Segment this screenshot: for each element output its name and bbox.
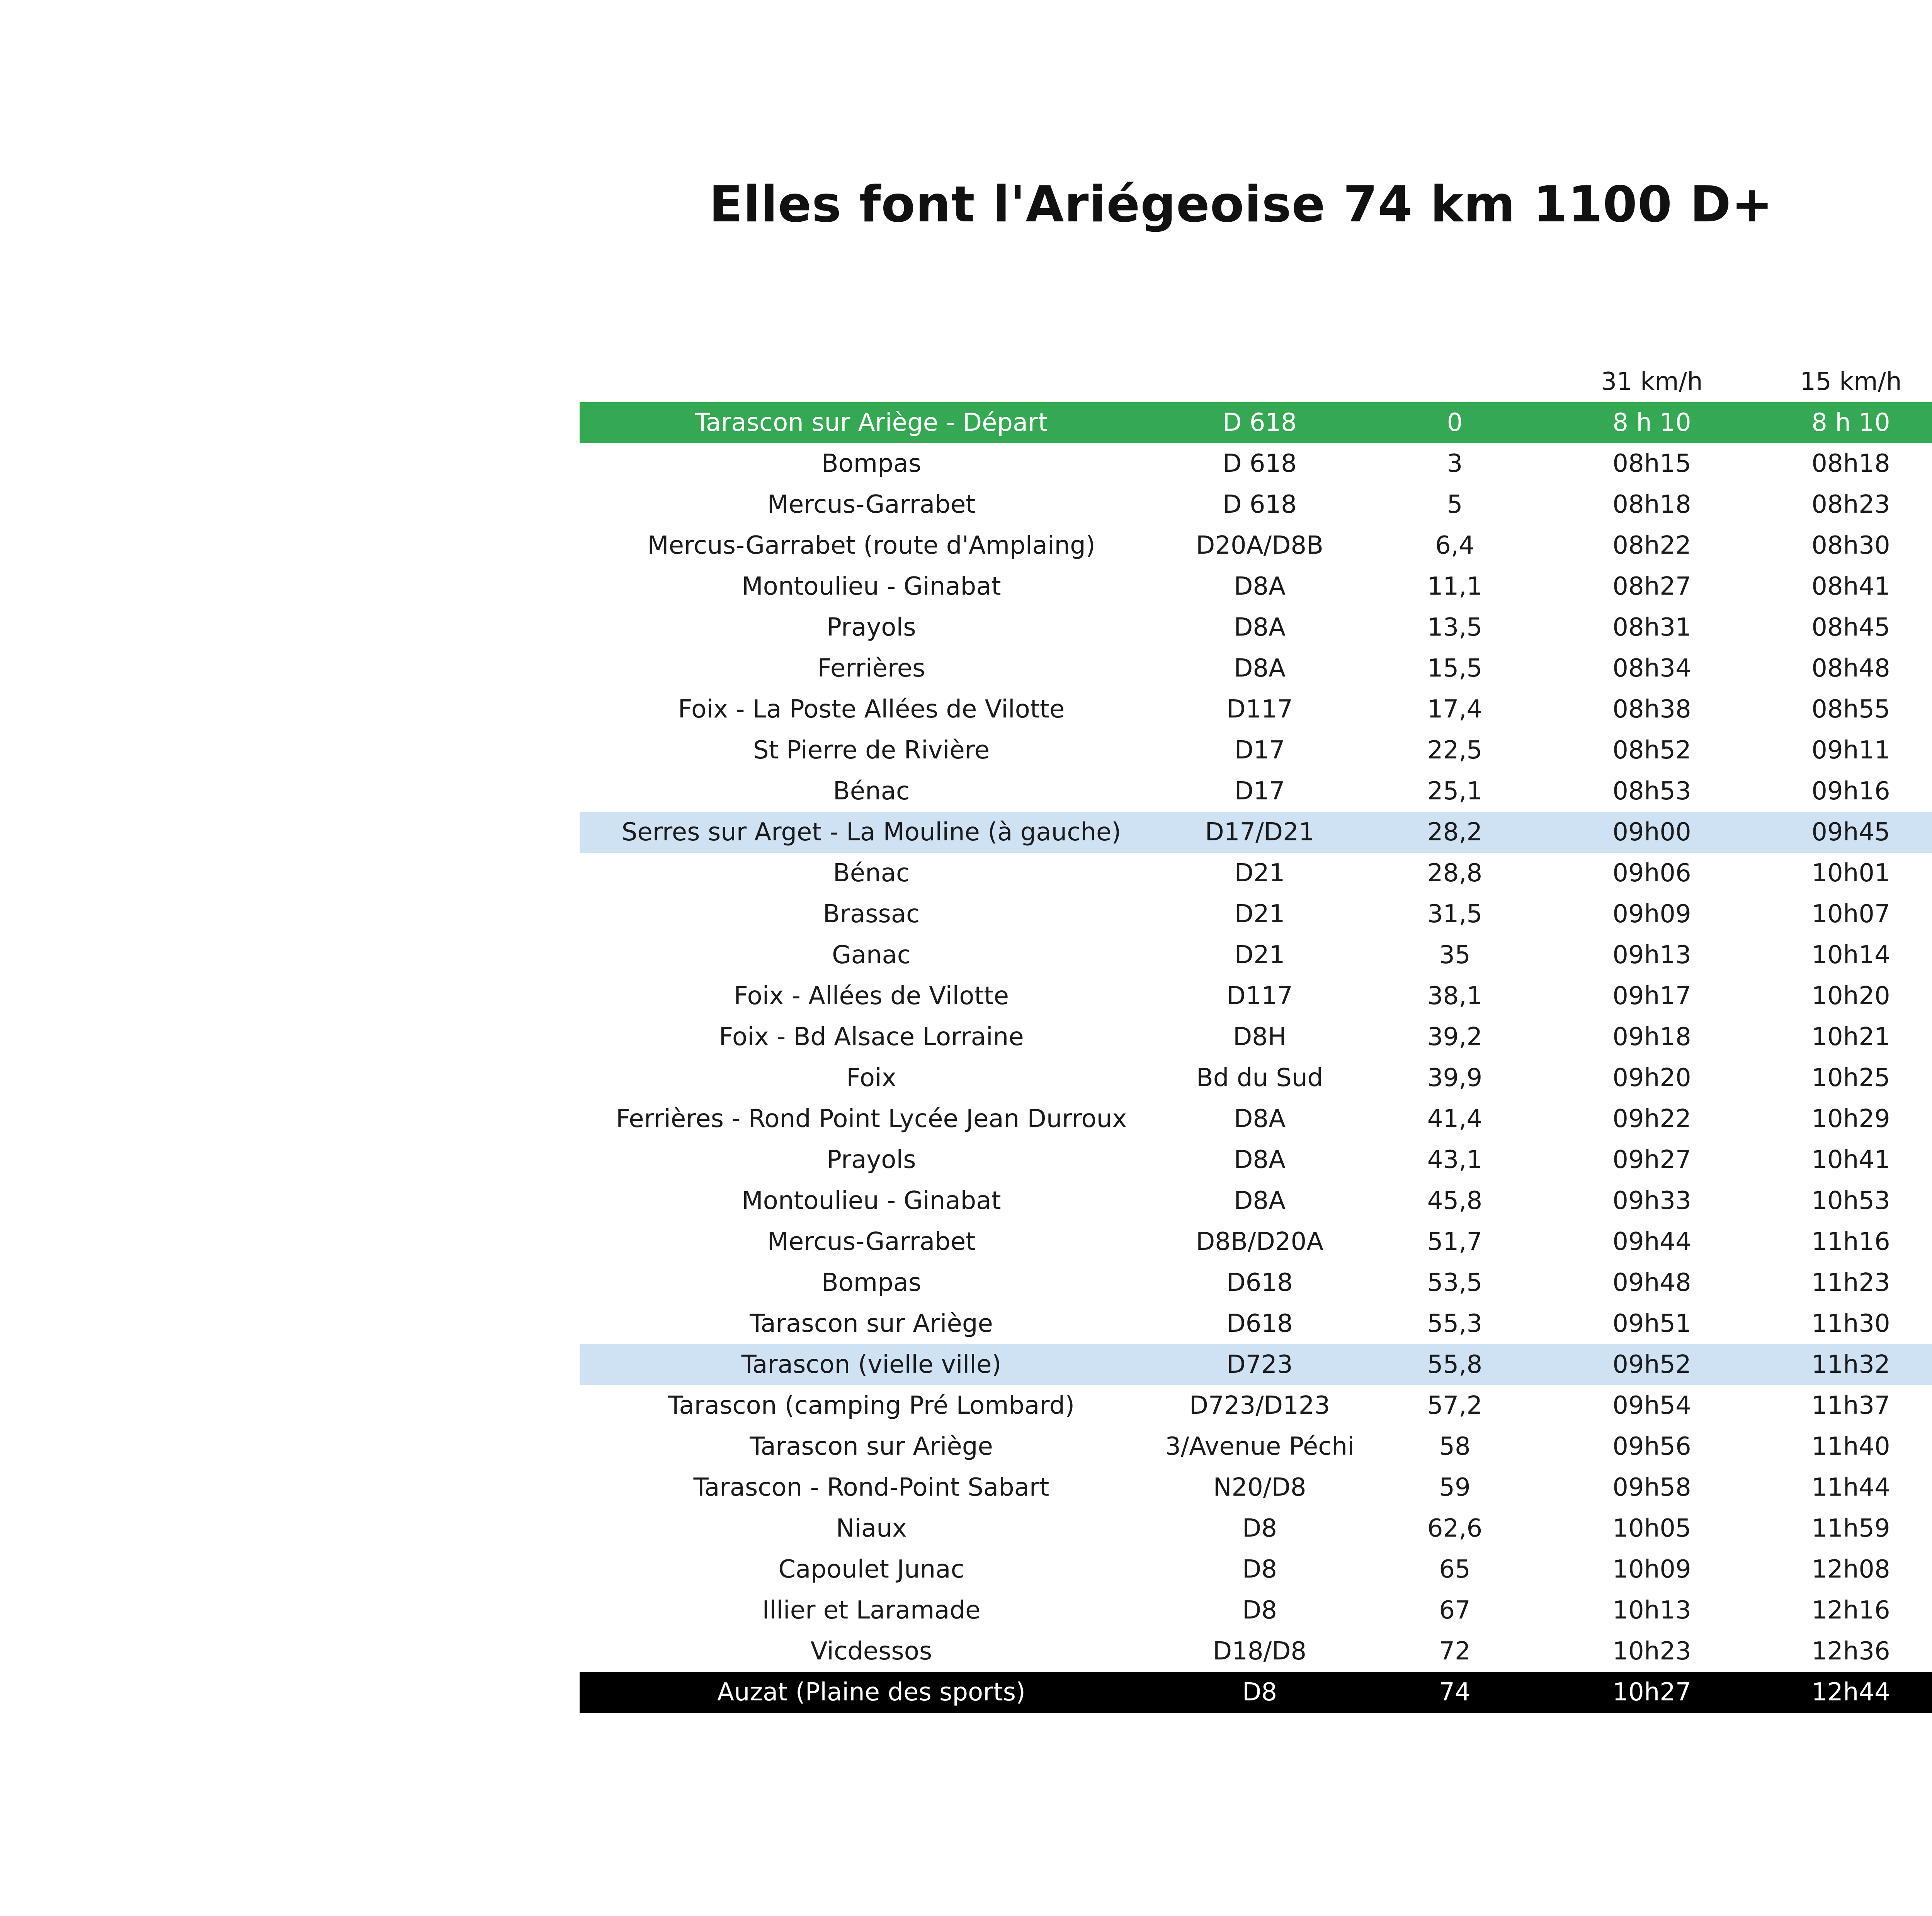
road-cell: D8H [1233, 1023, 1287, 1051]
time-31kmh-cell: 09h52 [1553, 1344, 1750, 1385]
speed-header-row [580, 361, 1932, 402]
time-31kmh-cell: 08h38 [1612, 695, 1691, 724]
km-cell: 72 [1439, 1637, 1471, 1666]
km-cell: 31,5 [1427, 900, 1483, 928]
road-cell: D17 [1234, 777, 1285, 806]
table-row [580, 1590, 1932, 1631]
time-31kmh-cell: 08h34 [1612, 654, 1691, 683]
km-cell: 6,4 [1435, 531, 1475, 560]
table-row [580, 1344, 1932, 1385]
place-cell: Illier et Laramade [762, 1596, 981, 1625]
place-cell: Prayols [827, 1146, 916, 1174]
table-row [580, 566, 1932, 607]
time-31kmh-cell: 10h23 [1612, 1637, 1691, 1666]
place-cell: Bompas [821, 449, 922, 478]
km-cell: 43,1 [1427, 1146, 1483, 1174]
place-cell: Brassac [823, 900, 920, 928]
km-cell: 5 [1447, 490, 1463, 519]
place-cell: Mercus-Garrabet [767, 490, 976, 519]
road-cell: D20A/D8B [1196, 531, 1323, 560]
table-row [580, 1467, 1932, 1508]
km-cell: 28,2 [1356, 812, 1553, 853]
road-cell: D723 [1163, 1344, 1356, 1385]
place-cell: Montoulieu - Ginabat [742, 572, 1001, 601]
time-31kmh-cell: 10h05 [1612, 1514, 1691, 1543]
time-31kmh-cell: 09h58 [1612, 1473, 1691, 1502]
place-cell: Niaux [836, 1514, 907, 1543]
time-31kmh-cell: 10h27 [1553, 1672, 1750, 1713]
road-cell: D8B/D20A [1196, 1227, 1323, 1256]
table-row [580, 771, 1932, 812]
time-15kmh-cell: 11h32 [1750, 1344, 1932, 1385]
table-row [580, 402, 1932, 443]
road-cell: 3/Avenue Péchi [1165, 1432, 1354, 1461]
table-row [580, 730, 1932, 771]
km-cell: 51,7 [1427, 1227, 1483, 1256]
km-cell: 11,1 [1427, 572, 1483, 601]
table-row [580, 1385, 1932, 1426]
road-cell: D8A [1234, 1187, 1286, 1215]
place-cell: Vicdessos [810, 1637, 932, 1666]
place-cell: Tarascon (vielle ville) [580, 1344, 1163, 1385]
road-cell: D 618 [1223, 449, 1297, 478]
table-row [580, 1262, 1932, 1303]
road-cell: D21 [1234, 941, 1285, 969]
header-road [1163, 361, 1356, 402]
time-15kmh-cell: 11h23 [1811, 1268, 1890, 1297]
time-15kmh-cell: 10h20 [1811, 982, 1890, 1010]
page-title: Elles font l'Ariégeoise 74 km 1100 D+ [709, 176, 1774, 233]
km-cell: 55,8 [1356, 1344, 1553, 1385]
road-cell: Bd du Sud [1196, 1064, 1323, 1092]
time-15kmh-cell: 12h16 [1811, 1596, 1890, 1625]
time-31kmh-cell: 08h18 [1612, 490, 1691, 519]
road-cell: D 618 [1223, 490, 1297, 519]
time-15kmh-cell: 10h29 [1811, 1105, 1890, 1133]
road-cell: D 618 [1163, 402, 1356, 443]
place-cell: Tarascon (camping Pré Lombard) [668, 1391, 1075, 1420]
place-cell: Montoulieu - Ginabat [742, 1187, 1001, 1215]
header-speed-31: 31 km/h [1601, 367, 1703, 396]
time-31kmh-cell: 09h06 [1612, 859, 1691, 887]
time-15kmh-cell: 09h11 [1811, 736, 1890, 765]
place-cell: Bénac [833, 777, 910, 806]
time-31kmh-cell: 09h54 [1612, 1391, 1691, 1420]
table-row [580, 1057, 1932, 1098]
road-cell: D618 [1226, 1268, 1293, 1297]
place-cell: Bompas [821, 1268, 922, 1297]
time-15kmh-cell: 12h08 [1811, 1555, 1890, 1584]
time-15kmh-cell: 11h16 [1811, 1227, 1890, 1256]
time-31kmh-cell: 09h56 [1612, 1432, 1691, 1461]
time-15kmh-cell: 11h40 [1811, 1432, 1890, 1461]
time-31kmh-cell: 09h00 [1553, 812, 1750, 853]
table-row [580, 853, 1932, 894]
km-cell: 38,1 [1427, 982, 1483, 1010]
place-cell: Mercus-Garrabet [767, 1227, 976, 1256]
time-31kmh-cell: 09h22 [1612, 1105, 1691, 1133]
time-15kmh-cell: 10h21 [1811, 1023, 1890, 1051]
time-15kmh-cell: 08h41 [1811, 572, 1890, 601]
time-15kmh-cell: 10h53 [1811, 1187, 1890, 1215]
km-cell: 35 [1439, 941, 1471, 969]
route-timetable [580, 361, 1932, 1713]
time-15kmh-cell: 10h14 [1811, 941, 1890, 969]
road-cell: D8 [1242, 1596, 1277, 1625]
place-cell: Ganac [832, 941, 911, 969]
place-cell: St Pierre de Rivière [753, 736, 990, 765]
km-cell: 22,5 [1427, 736, 1483, 765]
time-31kmh-cell: 09h51 [1612, 1309, 1691, 1338]
place-cell: Foix - Allées de Vilotte [734, 982, 1009, 1010]
km-cell: 17,4 [1427, 695, 1483, 724]
time-31kmh-cell: 09h17 [1612, 982, 1691, 1010]
time-15kmh-cell: 08h18 [1811, 449, 1890, 478]
km-cell: 58 [1439, 1432, 1471, 1461]
place-cell: Tarascon - Rond-Point Sabart [693, 1473, 1049, 1502]
road-cell: D18/D8 [1213, 1637, 1307, 1666]
time-31kmh-cell: 08h15 [1612, 449, 1691, 478]
time-31kmh-cell: 09h13 [1612, 941, 1691, 969]
table-row [580, 1631, 1932, 1672]
time-31kmh-cell: 09h09 [1612, 900, 1691, 928]
time-15kmh-cell: 12h44 [1750, 1672, 1932, 1713]
place-cell: Ferrières [817, 654, 925, 683]
table-row [580, 1098, 1932, 1139]
table-row [580, 1508, 1932, 1549]
road-cell: D21 [1234, 900, 1285, 928]
time-31kmh-cell: 08h52 [1612, 736, 1691, 765]
table-row [580, 976, 1932, 1017]
place-cell: Capoulet Junac [778, 1555, 964, 1584]
road-cell: D17 [1234, 736, 1285, 765]
time-15kmh-cell: 08h55 [1811, 695, 1890, 724]
time-15kmh-cell: 8 h 10 [1750, 402, 1932, 443]
road-cell: D8 [1242, 1555, 1277, 1584]
place-cell: Ferrières - Rond Point Lycée Jean Durroux [616, 1105, 1127, 1133]
time-15kmh-cell: 09h16 [1811, 777, 1890, 806]
time-31kmh-cell: 09h33 [1612, 1187, 1691, 1215]
km-cell: 67 [1439, 1596, 1471, 1625]
km-cell: 55,3 [1427, 1309, 1483, 1338]
time-31kmh-cell: 09h20 [1612, 1064, 1691, 1092]
table-row [580, 484, 1932, 525]
time-15kmh-cell: 11h30 [1811, 1309, 1890, 1338]
place-cell: Prayols [827, 613, 916, 642]
table-row [580, 1139, 1932, 1180]
place-cell: Bénac [833, 859, 910, 887]
place-cell: Serres sur Arget - La Mouline (à gauche) [580, 812, 1163, 853]
time-15kmh-cell: 08h45 [1811, 613, 1890, 642]
km-cell: 74 [1356, 1672, 1553, 1713]
time-31kmh-cell: 8 h 10 [1553, 402, 1750, 443]
table-row [580, 1303, 1932, 1344]
place-cell: Foix - La Poste Allées de Vilotte [678, 695, 1065, 724]
table-row [580, 689, 1932, 730]
road-cell: D8 [1242, 1514, 1277, 1543]
km-cell: 53,5 [1427, 1268, 1483, 1297]
time-15kmh-cell: 08h48 [1811, 654, 1890, 683]
time-15kmh-cell: 10h25 [1811, 1064, 1890, 1092]
km-cell: 39,9 [1427, 1064, 1483, 1092]
time-15kmh-cell: 10h07 [1811, 900, 1890, 928]
header-speed-15: 15 km/h [1800, 367, 1902, 396]
place-cell: Auzat (Plaine des sports) [580, 1672, 1163, 1713]
time-15kmh-cell: 11h44 [1811, 1473, 1890, 1502]
time-15kmh-cell: 08h30 [1811, 531, 1890, 560]
time-31kmh-cell: 08h53 [1612, 777, 1691, 806]
place-cell: Foix [846, 1064, 896, 1092]
km-cell: 57,2 [1427, 1391, 1483, 1420]
road-cell: D8A [1234, 1146, 1286, 1174]
road-cell: N20/D8 [1213, 1473, 1306, 1502]
road-cell: D8A [1234, 654, 1286, 683]
timetable-body [580, 402, 1932, 1713]
time-31kmh-cell: 10h13 [1612, 1596, 1691, 1625]
km-cell: 25,1 [1427, 777, 1483, 806]
road-cell: D8A [1234, 1105, 1286, 1133]
table-row [580, 648, 1932, 689]
road-cell: D8A [1234, 613, 1286, 642]
time-15kmh-cell: 12h36 [1811, 1637, 1890, 1666]
time-15kmh-cell: 09h45 [1750, 812, 1932, 853]
place-cell: Tarascon sur Ariège [750, 1309, 993, 1338]
place-cell: Mercus-Garrabet (route d'Amplaing) [647, 531, 1095, 560]
road-cell: D117 [1226, 982, 1293, 1010]
table-row [580, 935, 1932, 976]
km-cell: 65 [1439, 1555, 1471, 1584]
place-cell: Foix - Bd Alsace Lorraine [719, 1023, 1024, 1051]
road-cell: D8A [1234, 572, 1286, 601]
header-km [1356, 361, 1553, 402]
table-row [580, 1221, 1932, 1262]
km-cell: 15,5 [1427, 654, 1483, 683]
km-cell: 59 [1439, 1473, 1471, 1502]
time-31kmh-cell: 09h44 [1612, 1227, 1691, 1256]
road-cell: D21 [1234, 859, 1285, 887]
time-15kmh-cell: 11h37 [1811, 1391, 1890, 1420]
time-15kmh-cell: 08h23 [1811, 490, 1890, 519]
km-cell: 28,8 [1427, 859, 1483, 887]
table-row [580, 1549, 1932, 1590]
time-31kmh-cell: 10h09 [1612, 1555, 1691, 1584]
road-cell: D117 [1226, 695, 1293, 724]
table-row [580, 607, 1932, 648]
table-row [580, 1426, 1932, 1467]
road-cell: D618 [1226, 1309, 1293, 1338]
km-cell: 13,5 [1427, 613, 1483, 642]
time-15kmh-cell: 10h41 [1811, 1146, 1890, 1174]
place-cell: Tarascon sur Ariège - Départ [580, 402, 1163, 443]
table-row [580, 1180, 1932, 1221]
table-row [580, 525, 1932, 566]
time-15kmh-cell: 10h01 [1811, 859, 1890, 887]
road-cell: D723/D123 [1189, 1391, 1330, 1420]
time-15kmh-cell: 11h59 [1811, 1514, 1890, 1543]
time-31kmh-cell: 08h31 [1612, 613, 1691, 642]
road-cell: D8 [1163, 1672, 1356, 1713]
km-cell: 62,6 [1427, 1514, 1483, 1543]
table-row [580, 1672, 1932, 1713]
table-row [580, 443, 1932, 484]
time-31kmh-cell: 08h22 [1612, 531, 1691, 560]
km-cell: 0 [1356, 402, 1553, 443]
time-31kmh-cell: 09h18 [1612, 1023, 1691, 1051]
place-cell: Tarascon sur Ariège [750, 1432, 993, 1461]
km-cell: 45,8 [1427, 1187, 1483, 1215]
time-31kmh-cell: 08h27 [1612, 572, 1691, 601]
km-cell: 3 [1447, 449, 1463, 478]
road-cell: D17/D21 [1163, 812, 1356, 853]
table-row [580, 812, 1932, 853]
table-row [580, 894, 1932, 935]
header-place [580, 361, 1163, 402]
time-31kmh-cell: 09h27 [1612, 1146, 1691, 1174]
time-31kmh-cell: 09h48 [1612, 1268, 1691, 1297]
km-cell: 41,4 [1427, 1105, 1483, 1133]
km-cell: 39,2 [1427, 1023, 1483, 1051]
table-row [580, 1017, 1932, 1057]
